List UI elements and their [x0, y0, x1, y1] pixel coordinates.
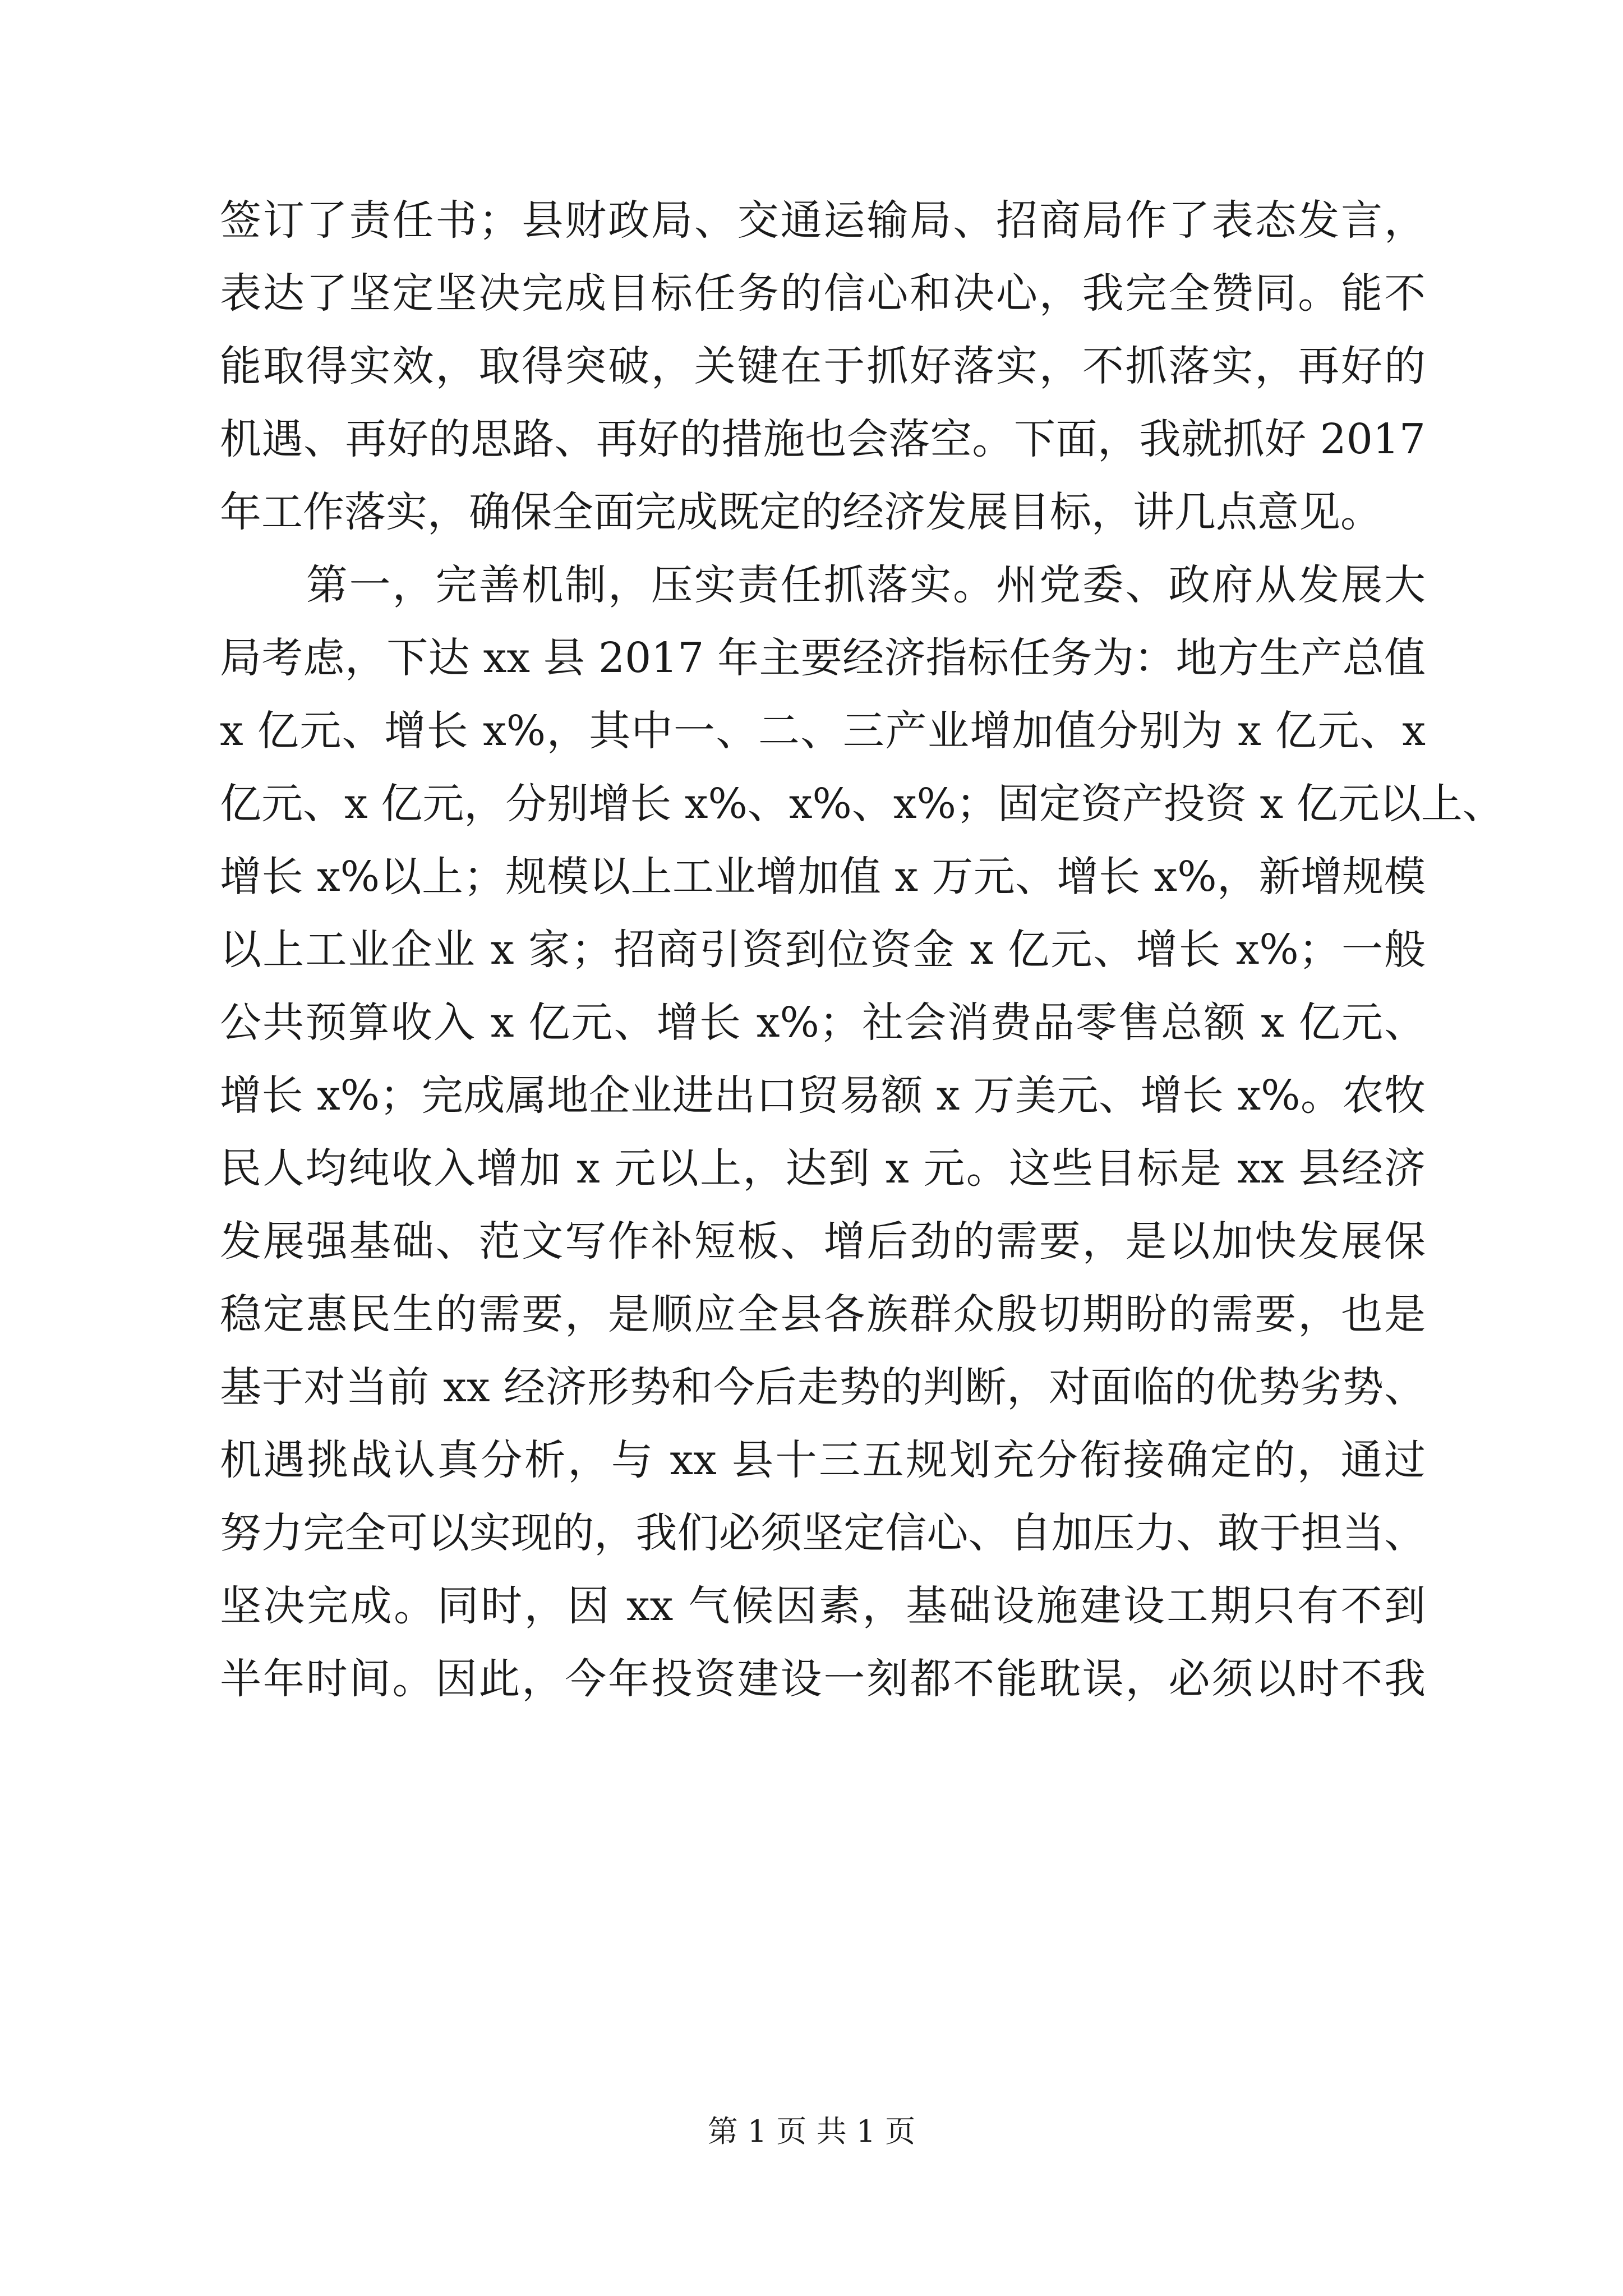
text-line: 以上工业企业 x 家；招商引资到位资金 x 亿元、增长 x%；一般	[220, 926, 1426, 974]
text-line: 公共预算收入 x 亿元、增长 x%；社会消费品零售总额 x 亿元、	[220, 999, 1426, 1047]
text-line: 稳定惠民生的需要，是顺应全县各族群众殷切期盼的需要，也是	[220, 1290, 1426, 1338]
text-line: 增长 x%以上；规模以上工业增加值 x 万元、增长 x%，新增规模	[220, 853, 1426, 901]
text-line: 亿元、x 亿元，分别增长 x%、x%、x%；固定资产投资 x 亿元以上、	[220, 780, 1504, 828]
text-line: 能取得实效，取得突破，关键在于抓好落实，不抓落实，再好的	[220, 342, 1426, 390]
text-line: 签订了责任书；县财政局、交通运输局、招商局作了表态发言，	[220, 196, 1426, 245]
text-line: 增长 x%；完成属地企业进出口贸易额 x 万美元、增长 x%。农牧	[220, 1071, 1426, 1120]
text-line: 年工作落实，确保全面完成既定的经济发展目标，讲几点意见。	[220, 488, 1382, 536]
text-line: 第一，完善机制，压实责任抓落实。州党委、政府从发展大	[220, 561, 1426, 609]
body-text	[220, 184, 1504, 1715]
text-line: 局考虑，下达 xx 县 2017 年主要经济指标任务为：地方生产总值	[220, 634, 1426, 682]
text-line: 机遇、再好的思路、再好的措施也会落空。下面，我就抓好 2017	[220, 415, 1426, 463]
text-line: 半年时间。因此，今年投资建设一刻都不能耽误，必须以时不我	[220, 1655, 1426, 1703]
text-line: 发展强基础、范文写作补短板、增后劲的需要，是以加快发展保	[220, 1217, 1426, 1266]
text-line: 表达了坚定坚决完成目标任务的信心和决心，我完全赞同。能不	[220, 269, 1426, 318]
text-line: 机遇挑战认真分析，与 xx 县十三五规划充分衔接确定的，通过	[220, 1436, 1426, 1484]
text-line: 坚决完成。同时，因 xx 气候因素，基础设施建设工期只有不到	[220, 1582, 1426, 1630]
text-line: 努力完全可以实现的，我们必须坚定信心、自加压力、敢于担当、	[220, 1509, 1426, 1557]
text-line: x 亿元、增长 x%，其中一、二、三产业增加值分别为 x 亿元、x	[220, 707, 1426, 755]
text-line: 民人均纯收入增加 x 元以上，达到 x 元。这些目标是 xx 县经济	[220, 1144, 1426, 1193]
text-line: 基于对当前 xx 经济形势和今后走势的判断，对面临的优势劣势、	[220, 1363, 1426, 1411]
page-footer: 第 1 页 共 1 页	[707, 2114, 916, 2149]
